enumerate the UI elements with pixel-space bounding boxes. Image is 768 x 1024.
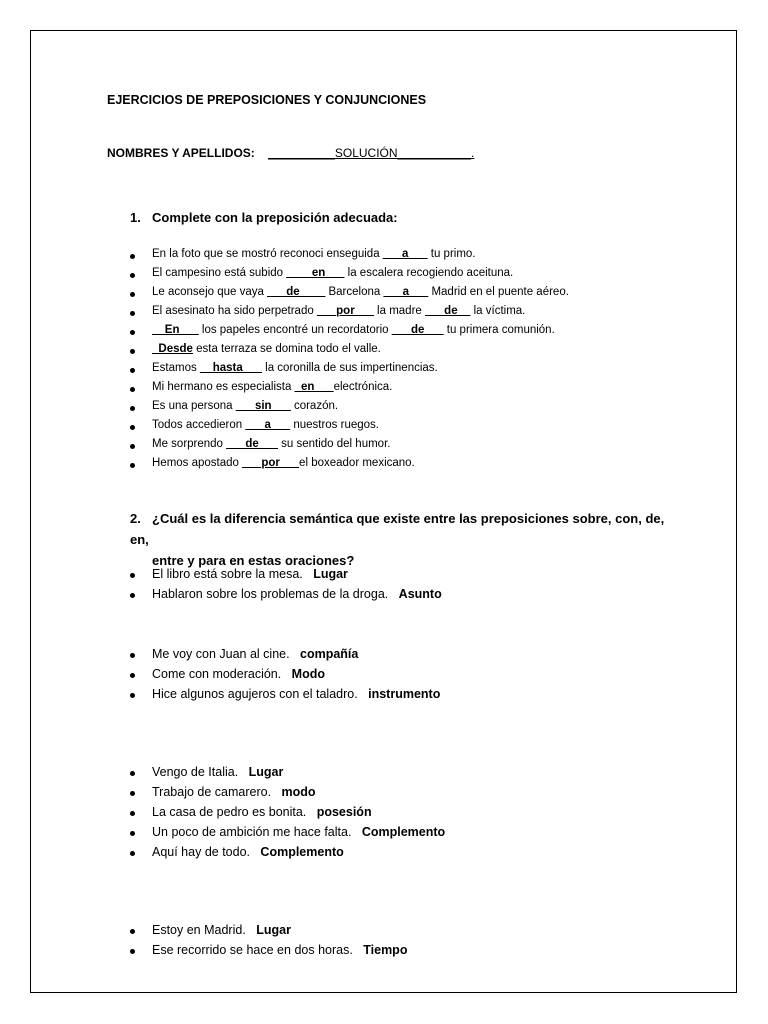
list-item-text — [152, 400, 338, 412]
semantic-answer: Complemento — [260, 845, 344, 859]
sentence-fragment: el boxeador mexicano. — [299, 457, 415, 469]
sentence-fragment: la víctima. — [470, 305, 526, 317]
sentence-fragment: Mi hermano es especialista — [152, 381, 295, 393]
answer-blank: __hasta___ — [199, 362, 262, 374]
answer-blank: _en___ — [294, 381, 334, 393]
answer-blank: ___de___ — [391, 324, 444, 336]
question-1-text: Complete con la preposición adecuada: — [152, 210, 398, 225]
sentence-fragment: la escalera recogiendo aceituna. — [344, 267, 514, 279]
question-2-number: 2. — [130, 511, 141, 526]
answer-blank: ___por___ — [242, 457, 300, 469]
bullet-icon — [130, 406, 135, 411]
semantic-answer: Modo — [291, 667, 325, 681]
example-sentence: Estoy en Madrid. — [152, 923, 246, 937]
sentence-fragment: Me sorprendo — [152, 438, 227, 450]
bullet-icon — [130, 811, 135, 816]
bullet-icon — [130, 771, 135, 776]
sentence-fragment: En la foto que se mostró reconoci enseguida — [152, 248, 383, 260]
bullet-icon — [130, 444, 135, 449]
list-item-text — [152, 381, 392, 393]
semantic-answer: Asunto — [398, 587, 442, 601]
semantic-answer: modo — [281, 785, 316, 799]
bullet-icon — [130, 330, 135, 335]
answer-blank: ____en___ — [286, 267, 345, 279]
bullet-icon — [130, 292, 135, 297]
list-item-text — [152, 845, 344, 859]
sentence-fragment: Hemos apostado — [152, 457, 243, 469]
answer-blank: ___a___ — [245, 419, 291, 431]
sentence-fragment: la coronilla de sus impertinencias. — [261, 362, 438, 374]
list-item-text — [152, 267, 513, 279]
question-1-heading — [130, 207, 398, 228]
semantic-answer: posesión — [316, 805, 372, 819]
list-item-text — [152, 647, 358, 661]
list-item-text — [152, 438, 390, 450]
sentence-fragment: electrónica. — [333, 381, 393, 393]
answer-blank: _Desde — [152, 343, 193, 355]
names-value: __________SOLUCIÓN___________. — [268, 146, 475, 160]
bullet-icon — [130, 387, 135, 392]
example-sentence: Come con moderación. — [152, 667, 282, 681]
semantic-answer: Complemento — [361, 825, 446, 839]
answer-blank: ___a___ — [383, 286, 429, 298]
list-item-text — [152, 248, 476, 260]
bullet-icon — [130, 254, 135, 259]
document-title: EJERCICIOS DE PREPOSICIONES Y CONJUNCIONES — [107, 93, 427, 107]
sentence-fragment: Barcelona — [325, 286, 384, 298]
list-item-text — [152, 687, 440, 701]
sentence-fragment: corazón. — [290, 400, 339, 412]
bullet-icon — [130, 693, 135, 698]
names-label: NOMBRES Y APELLIDOS: — [107, 146, 255, 160]
sentence-fragment: tu primo. — [427, 248, 476, 260]
bullet-icon — [130, 653, 135, 658]
example-sentence: Trabajo de camarero. — [152, 785, 272, 799]
list-item-text — [152, 943, 407, 957]
list-item-text — [152, 286, 569, 298]
answer-blank: ___a___ — [382, 248, 428, 260]
answer-blank: ___de___ — [226, 438, 278, 450]
list-item-text — [152, 667, 325, 681]
sentence-fragment: tu primera comunión. — [443, 324, 555, 336]
semantic-answer: instrumento — [368, 687, 441, 701]
question-1-number: 1. — [130, 210, 141, 225]
bullet-icon — [130, 791, 135, 796]
bullet-icon — [130, 673, 135, 678]
sentence-fragment: los papeles encontré un recordatorio — [198, 324, 392, 336]
sentence-fragment: Es una persona — [152, 400, 236, 412]
semantic-answer: compañía — [300, 647, 359, 661]
example-sentence: Hice algunos agujeros con el taladro. — [152, 687, 358, 701]
names-line — [107, 146, 474, 160]
bullet-icon — [130, 311, 135, 316]
list-item-text — [152, 587, 442, 601]
example-sentence: El libro está sobre la mesa. — [152, 567, 303, 581]
answer-blank: ___de__ — [425, 305, 471, 317]
sentence-fragment: nuestros ruegos. — [290, 419, 379, 431]
semantic-answer: Lugar — [248, 765, 284, 779]
list-item-text — [152, 305, 525, 317]
sentence-fragment: El asesinato ha sido perpetrado — [152, 305, 317, 317]
example-sentence: Aquí hay de todo. — [152, 845, 250, 859]
example-sentence: La casa de pedro es bonita. — [152, 805, 307, 819]
bullet-icon — [130, 831, 135, 836]
question-2-line-1: ¿Cuál es la diferencia semántica que existe entre las preposiciones sobre, con, de, en, — [130, 511, 665, 547]
answer-blank: ___por___ — [316, 305, 374, 317]
semantic-answer: Tiempo — [363, 943, 408, 957]
example-sentence: Hablaron sobre los problemas de la droga. — [152, 587, 389, 601]
sentence-fragment: Le aconsejo que vaya — [152, 286, 268, 298]
list-item-text — [152, 362, 438, 374]
sentence-fragment: la madre — [373, 305, 425, 317]
bullet-icon — [130, 929, 135, 934]
bullet-icon — [130, 463, 135, 468]
bullet-icon — [130, 425, 135, 430]
question-2-line-2: entre y para en estas oraciones? — [152, 553, 355, 568]
semantic-answer: Lugar — [256, 923, 291, 937]
sentence-fragment: su sentido del humor. — [277, 438, 391, 450]
bullet-icon — [130, 851, 135, 856]
answer-blank: ___sin___ — [235, 400, 291, 412]
sentence-fragment: Estamos — [152, 362, 200, 374]
answer-blank: __En___ — [152, 324, 199, 336]
sentence-fragment: El campesino está subido — [152, 267, 287, 279]
answer-blank: ___de____ — [267, 286, 326, 298]
list-item-text — [152, 457, 415, 469]
list-item-text — [152, 765, 283, 779]
bullet-icon — [130, 593, 135, 598]
question-2-heading — [130, 508, 670, 571]
sentence-fragment: Madrid en el puente aéreo. — [428, 286, 569, 298]
list-item-text — [152, 324, 555, 336]
semantic-answer: Lugar — [313, 567, 348, 581]
sentence-fragment: Todos accedieron — [152, 419, 246, 431]
sentence-fragment: esta terraza se domina todo el valle. — [192, 343, 381, 355]
bullet-icon — [130, 349, 135, 354]
list-item-text — [152, 785, 316, 799]
example-sentence: Un poco de ambición me hace falta. — [152, 825, 352, 839]
example-sentence: Me voy con Juan al cine. — [152, 647, 290, 661]
bullet-icon — [130, 368, 135, 373]
bullet-icon — [130, 573, 135, 578]
list-item-text — [152, 343, 381, 355]
list-item-text — [152, 825, 445, 839]
bullet-icon — [130, 949, 135, 954]
list-item-text — [152, 923, 291, 937]
example-sentence: Vengo de Italia. — [152, 765, 239, 779]
list-item-text — [152, 419, 379, 431]
bullet-icon — [130, 273, 135, 278]
list-item-text — [152, 805, 372, 819]
example-sentence: Ese recorrido se hace en dos horas. — [152, 943, 353, 957]
list-item-text — [152, 567, 348, 581]
